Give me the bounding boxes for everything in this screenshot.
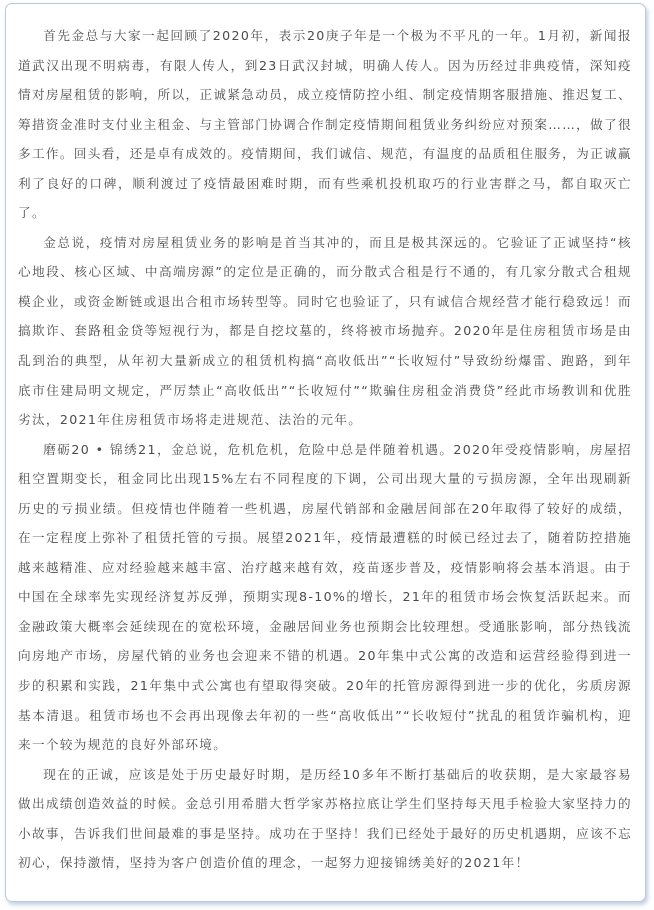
article-body — [18, 21, 632, 878]
paragraph-persistence: 现在的正诚，应该是处于历史最好时期，是历经10多年不断打基础后的收获期，是大家最容易做出成绩创造效益的时候。金总引用希腊大哲学家苏格拉底让学生们坚持每天甩手检验大家坚持力的小故事，告诉我们世间最难的事是坚持。成功在于坚持！我们已经处于最好的历史机遇期，应该不忘初心，保持激情，坚持为客户创造价值的理念，一起努力迎接锦绣美好的2021年！ — [18, 766, 632, 871]
paragraph-review-2020: 首先金总与大家一起回顾了2020年，表示20庚子年是一个极为不平凡的一年。1月初，新闻报道武汉出现不明病毒，有限人传人，到23日武汉封城，明确人传人。因为历经过非典疫情，深知疫情对房屋租赁的影响，所以，正诚紧急动员，成立疫情防控小组、制定疫情期客服措施、推迟复工、筹措资金准时支付业主租金、与主管部门协调合作制定疫情期间租赁业务纠纷应对预案……，做了很多工作。回头看，还是卓有成效的。疫情期间，我们诚信、规范，有温度的品质租住服务，为正诚赢利了良好的口碑，顺利渡过了疫情最困难时期，而有些乘机投机取巧的行业害群之马，都自取灭亡了。 — [18, 28, 632, 221]
paragraph-epidemic-impact: 金总说，疫情对房屋租赁业务的影响是首当其冲的，而且是极其深远的。它验证了正诚坚持“核心地段、核心区域、中高端房源”的定位是正确的，而分散式合租是行不通的，有几家分散式合租规模企业，或资金断链或退出合租市场转型等。同时它也验证了，只有诚信合规经营才能行稳致远！而搞欺诈、套路租金贷等短视行为，都是自挖坟墓的，终将被市场抛弃。2020年是住房租赁市场是由乱到治的典型，从年初大量新成立的租赁机构搞“高收低出”“长收短付”导致纷纷爆雷、跑路，到年底市住建局明文规定，严厉禁止“高收低出”“长收短付”“欺骗住房租金消费贷”经此市场教训和优胜劣汰，2021年住房租赁市场将走进规范、法治的元年。 — [18, 234, 632, 428]
paragraph-outlook-2021: 磨砺20 • 锦绣21，金总说，危机危机，危险中总是伴随着机遇。2020年受疫情影响，房屋招租空置期变长，租金同比出现15%左右不同程度的下调，公司出现大量的亏损房源，全年出现刷新历史的亏损业绩。但疫情也伴随着一些机遇，房屋代销部和金融居间部在20年取得了较好的成绩，在一定程度上弥补了租赁托管的亏损。展望2021年，疫情最遭糕的时候已经过去了，随着防控措施越来越精准、应对经验越来越丰富、治疗越来越有效，疫苗逐步普及，疫情影响将会基本消退。由于中国在全球率先实现经济复苏反弹，预期实现8-10%的增长，21年的租赁市场会恢复活跃起来。而金融政策大概率会延续现在的宽松环境，金融居间业务也预期会比较理想。受通胀影响，部分热钱流向房地产市场，房屋代销的业务也会迎来不错的机遇。20年集中式公寓的改造和运营经验得到进一步的积累和实践，21年集中式公寓也有望取得突破。20年的托管房源得到进一步的优化，劣质房源基本清退。租赁市场也不会再出现像去年初的一些“高收低出”“长收短付”扰乱的租赁诈骗机构，迎来一个较为规范的良好外部环境。 — [18, 441, 632, 753]
